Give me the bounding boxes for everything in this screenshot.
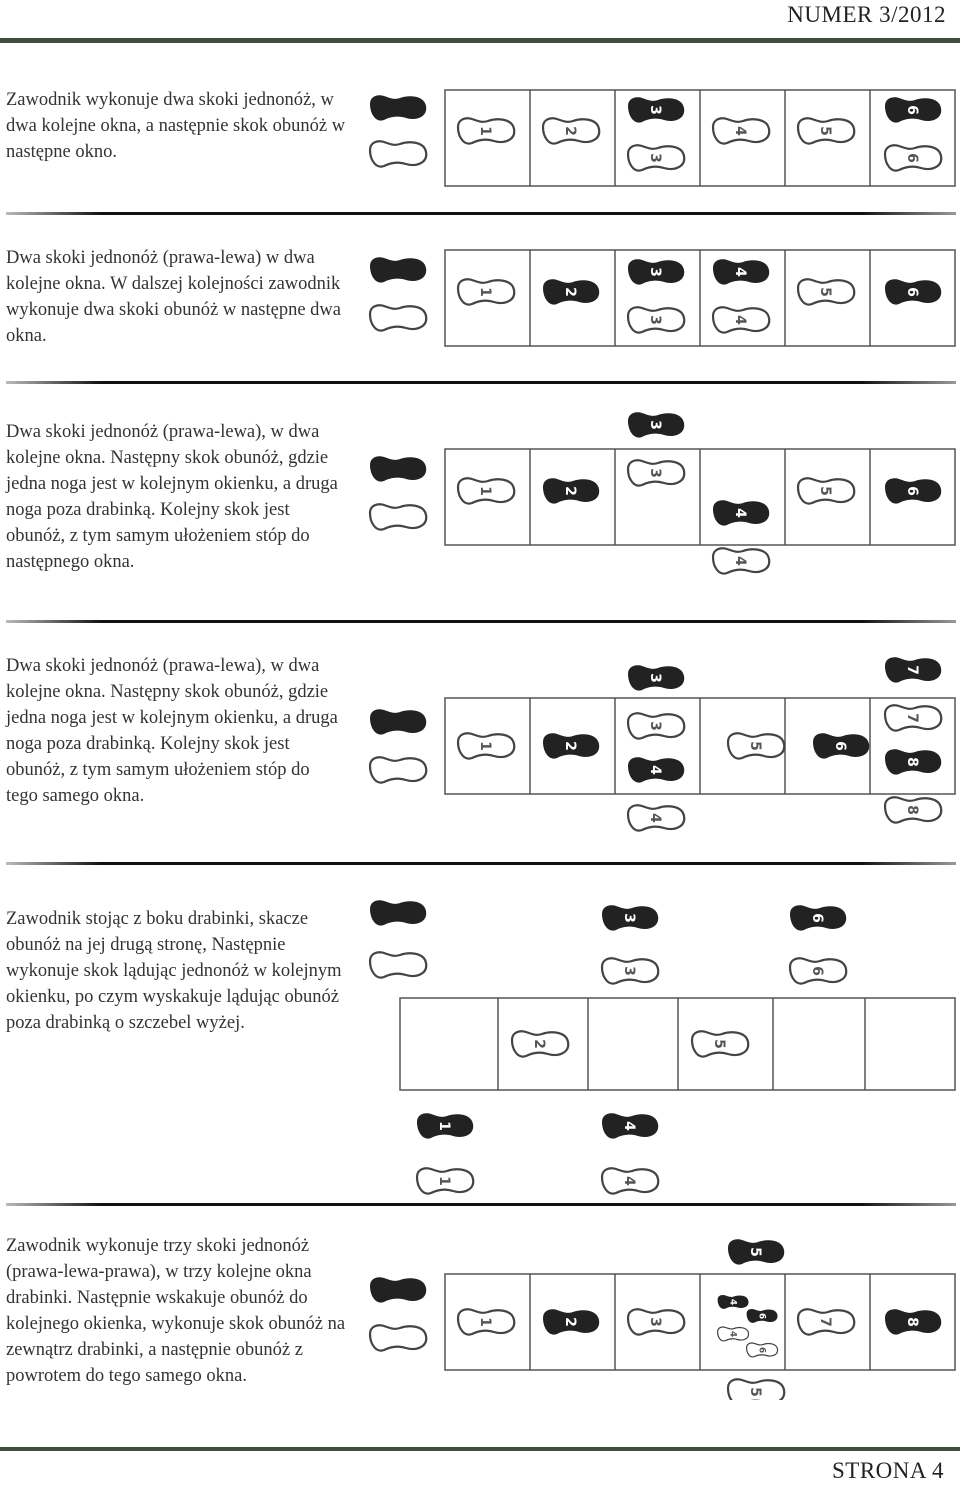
- svg-text:3: 3: [647, 468, 663, 478]
- svg-text:4: 4: [727, 1298, 738, 1306]
- footprint-open-icon: [885, 145, 941, 170]
- svg-text:3: 3: [647, 105, 663, 115]
- footprint-open-icon: [718, 1327, 749, 1341]
- svg-text:6: 6: [756, 1312, 767, 1320]
- svg-text:4: 4: [732, 267, 748, 277]
- svg-text:3: 3: [647, 153, 663, 163]
- svg-text:8: 8: [904, 1317, 920, 1327]
- svg-text:7: 7: [904, 713, 920, 723]
- legend-foot-open-icon: [370, 504, 426, 529]
- exercise-4-ladder-diagram: [360, 648, 960, 838]
- footprint-open-icon: [790, 958, 846, 983]
- footprint-filled-icon: [885, 97, 941, 122]
- footprint-open-icon: [692, 1031, 748, 1056]
- svg-text:4: 4: [621, 1121, 637, 1131]
- footprint-open-icon: [628, 145, 684, 170]
- footprint-open-icon: [628, 1309, 684, 1334]
- exercise-6-ladder-diagram: [360, 1230, 960, 1400]
- footprint-open-icon: [417, 1168, 473, 1193]
- svg-text:4: 4: [732, 315, 748, 325]
- exercise-4-text: Dwa skoki jednonóż (prawa-lewa), w dwa kolejne okna. Następny skok obunóż, gdzie jedna noga jest w kolejnym okienku, a druga noga poza drabinką. Kolejny skok jest obunóż, z tym samym ułożeniem stóp do tego samego okna.: [6, 656, 338, 806]
- svg-text:4: 4: [647, 813, 663, 823]
- footprint-open-icon: [628, 460, 684, 485]
- exercise-2-text: Dwa skoki jednonóż (prawa-lewa) w dwa kolejne okna. W dalszej kolejności zawodnik wykonuje dwa skoki obunóż w następne dwa okna.: [6, 248, 341, 346]
- footprint-filled-icon: [628, 665, 684, 690]
- footprint-filled-icon: [628, 757, 684, 782]
- svg-text:3: 3: [647, 420, 663, 430]
- footprint-filled-icon: [885, 1309, 941, 1334]
- svg-text:1: 1: [477, 1317, 493, 1327]
- legend-foot-open-icon: [370, 305, 426, 330]
- footprint-open-icon: [747, 1343, 778, 1357]
- footprint-filled-icon: [713, 259, 769, 284]
- footprint-open-icon: [628, 307, 684, 332]
- footprint-open-icon: [458, 118, 514, 143]
- svg-text:5: 5: [817, 287, 833, 297]
- footprint-filled-icon: [628, 259, 684, 284]
- svg-text:5: 5: [817, 486, 833, 496]
- svg-text:4: 4: [732, 508, 748, 518]
- footprint-filled-icon: [885, 749, 941, 774]
- footprint-open-icon: [713, 548, 769, 573]
- footprint-open-icon: [728, 1379, 784, 1400]
- svg-text:2: 2: [531, 1039, 547, 1049]
- svg-text:2: 2: [562, 1317, 578, 1327]
- footprint-filled-icon: [747, 1309, 778, 1323]
- footprint-filled-icon: [713, 500, 769, 525]
- header-rule: [0, 38, 960, 43]
- exercise-6-text: Zawodnik wykonuje trzy skoki jednonóż (prawa-lewa-prawa), w trzy kolejne okna drabinki. Następnie wskakuje obunóż do kolejnego okienka, wykonuje skok obunóż na zewnątrz drabinki, a następnie obunóż z powrotem do tego samego okna.: [6, 1236, 346, 1386]
- svg-text:3: 3: [647, 1317, 663, 1327]
- legend-foot-open-icon: [370, 757, 426, 782]
- svg-text:1: 1: [477, 486, 493, 496]
- svg-text:6: 6: [904, 287, 920, 297]
- footprint-filled-icon: [543, 733, 599, 758]
- svg-text:4: 4: [732, 126, 748, 136]
- svg-text:1: 1: [477, 287, 493, 297]
- footprint-open-icon: [602, 958, 658, 983]
- svg-text:4: 4: [647, 765, 663, 775]
- svg-text:5: 5: [817, 126, 833, 136]
- svg-text:4: 4: [621, 1176, 637, 1186]
- footprint-open-icon: [458, 1309, 514, 1334]
- footprint-filled-icon: [790, 905, 846, 930]
- footprint-open-icon: [628, 713, 684, 738]
- svg-text:3: 3: [621, 913, 637, 923]
- footprint-filled-icon: [543, 1309, 599, 1334]
- svg-text:2: 2: [562, 741, 578, 751]
- svg-text:3: 3: [647, 315, 663, 325]
- footprint-open-icon: [543, 118, 599, 143]
- svg-text:6: 6: [904, 153, 920, 163]
- footprint-filled-icon: [628, 412, 684, 437]
- footprint-open-icon: [602, 1168, 658, 1193]
- legend-foot-filled-icon: [370, 95, 426, 120]
- footprint-open-icon: [713, 118, 769, 143]
- svg-text:6: 6: [809, 966, 825, 976]
- footprint-open-icon: [728, 733, 784, 758]
- svg-text:3: 3: [647, 267, 663, 277]
- svg-text:4: 4: [727, 1330, 738, 1338]
- footprint-filled-icon: [602, 905, 658, 930]
- footprint-open-icon: [798, 279, 854, 304]
- svg-text:6: 6: [832, 741, 848, 751]
- svg-text:6: 6: [904, 486, 920, 496]
- footprint-open-icon: [512, 1031, 568, 1056]
- footprint-filled-icon: [628, 97, 684, 122]
- svg-text:8: 8: [904, 805, 920, 815]
- page-number: STRONA 4: [832, 1458, 944, 1483]
- footprint-open-icon: [885, 705, 941, 730]
- svg-text:1: 1: [436, 1121, 452, 1131]
- legend-foot-filled-icon: [370, 1277, 426, 1302]
- exercise-1-ladder-diagram: [360, 82, 960, 192]
- footprint-filled-icon: [885, 478, 941, 503]
- legend-foot-filled-icon: [370, 709, 426, 734]
- exercise-5-ladder-diagram: [360, 895, 960, 1205]
- footprint-open-icon: [713, 307, 769, 332]
- svg-text:3: 3: [621, 966, 637, 976]
- svg-text:1: 1: [477, 741, 493, 751]
- separator: [6, 212, 956, 215]
- footprint-filled-icon: [417, 1113, 473, 1138]
- legend-foot-open-icon: [370, 141, 426, 166]
- svg-text:8: 8: [904, 757, 920, 767]
- svg-text:1: 1: [477, 126, 493, 136]
- svg-text:7: 7: [817, 1317, 833, 1327]
- footprint-open-icon: [628, 805, 684, 830]
- separator: [6, 381, 956, 384]
- legend-foot-filled-icon: [370, 257, 426, 282]
- footprint-filled-icon: [813, 733, 869, 758]
- footprint-filled-icon: [885, 279, 941, 304]
- svg-text:4: 4: [732, 556, 748, 566]
- svg-text:5: 5: [711, 1039, 727, 1049]
- svg-text:2: 2: [562, 126, 578, 136]
- footprint-filled-icon: [728, 1239, 784, 1264]
- footprint-open-icon: [458, 279, 514, 304]
- svg-text:7: 7: [904, 665, 920, 675]
- svg-text:1: 1: [436, 1176, 452, 1186]
- footprint-open-icon: [458, 733, 514, 758]
- legend-foot-filled-icon: [370, 456, 426, 481]
- exercise-3-text: Dwa skoki jednonóż (prawa-lewa), w dwa kolejne okna. Następny skok obunóż, gdzie jedna noga jest w kolejnym okienku, a druga noga poza drabinką. Kolejny skok jest obunóż, z tym samym ułożeniem stóp do następnego okna.: [6, 422, 338, 572]
- footprint-open-icon: [458, 478, 514, 503]
- exercise-5-text: Zawodnik stojąc z boku drabinki, skacze obunóż na jej drugą stronę, Następnie wykonuje skok lądując jednonóż w kolejnym okienku, po czym wyskakuje lądując obunóż poza drabinką o szczebel wyżej.: [6, 909, 342, 1033]
- footprint-filled-icon: [718, 1295, 749, 1309]
- legend-foot-open-icon: [370, 1325, 426, 1350]
- footprint-filled-icon: [543, 279, 599, 304]
- svg-text:2: 2: [562, 287, 578, 297]
- separator: [6, 862, 956, 865]
- svg-text:2: 2: [562, 486, 578, 496]
- legend-foot-open-icon: [370, 952, 426, 977]
- footprint-open-icon: [798, 118, 854, 143]
- svg-text:6: 6: [904, 105, 920, 115]
- footprint-filled-icon: [885, 657, 941, 682]
- svg-text:6: 6: [756, 1346, 767, 1354]
- svg-text:3: 3: [647, 721, 663, 731]
- footprint-filled-icon: [543, 478, 599, 503]
- footprint-open-icon: [798, 478, 854, 503]
- svg-text:6: 6: [809, 913, 825, 923]
- exercise-2-ladder-diagram: [360, 240, 960, 350]
- svg-text:5: 5: [747, 1247, 763, 1257]
- footer-rule: [0, 1447, 960, 1451]
- footprint-filled-icon: [602, 1113, 658, 1138]
- svg-text:5: 5: [747, 1387, 763, 1397]
- footprint-open-icon: [798, 1309, 854, 1334]
- svg-text:3: 3: [647, 673, 663, 683]
- exercise-3-ladder-diagram: [360, 405, 960, 585]
- footprint-open-icon: [885, 797, 941, 822]
- issue-number: NUMER 3/2012: [787, 2, 946, 27]
- separator: [6, 620, 956, 623]
- svg-text:5: 5: [747, 741, 763, 751]
- legend-foot-filled-icon: [370, 900, 426, 925]
- exercise-1-text: Zawodnik wykonuje dwa skoki jednonóż, w dwa kolejne okna, a następnie skok obunóż w następne okno.: [6, 90, 346, 162]
